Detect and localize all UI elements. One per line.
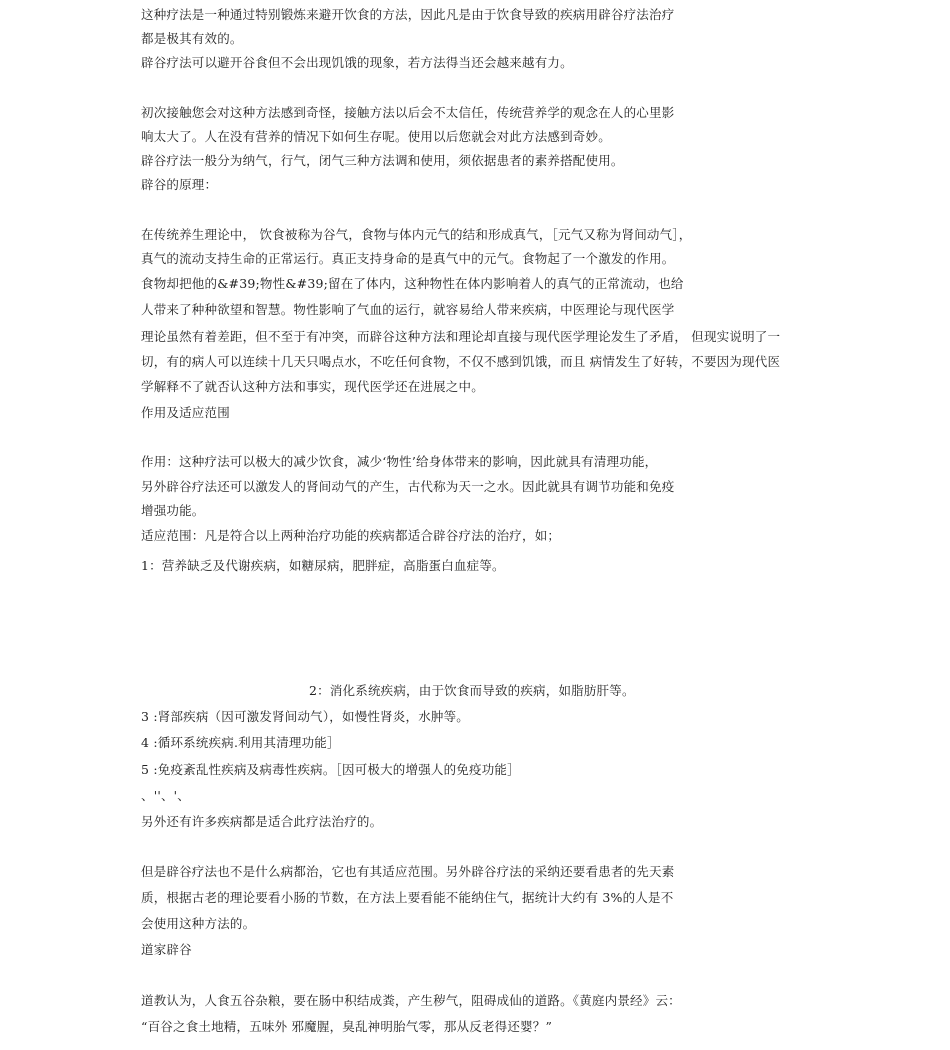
list-item: 2：消化系统疾病，由于饮食而导致的疾病，如脂肪肝等。 bbox=[309, 683, 635, 698]
list-item: 3 :肾部疾病（因可激发肾间动气），如慢性肾炎，水肿等。 bbox=[141, 709, 469, 724]
text-line: 学解释不了就否认这种方法和事实，现代医学还在进展之中。 bbox=[141, 379, 484, 394]
text-line: 辟谷疗法可以避开谷食但不会出现饥饿的现象，若方法得当还会越来越有力。 bbox=[141, 55, 573, 70]
list-item: 4 :循环系统疾病.利用其清理功能］ bbox=[141, 735, 340, 750]
text-line: 另外辟谷疗法还可以激发人的肾间动气的产生，古代称为天一之水。因此就具有调节功能和免疫 bbox=[141, 479, 675, 494]
text-line: 辟谷疗法一般分为纳气，行气，闭气三种方法调和使用，须依据患者的素养搭配使用。 bbox=[141, 153, 624, 168]
text-line: 但是辟谷疗法也不是什么病都治，它也有其适应范围。另外辟谷疗法的采纳还要看患者的先天素 bbox=[141, 864, 675, 879]
text-line: 初次接触您会对这种方法感到奇怪，接触方法以后会不太信任，传统营养学的观念在人的心里影 bbox=[141, 105, 675, 120]
text-line: 道教认为，人食五谷杂粮，要在肠中积结成粪，产生秽气，阻碍成仙的道路。《黄庭内景经》云： bbox=[141, 993, 681, 1008]
text-line: 增强功能。 bbox=[141, 503, 205, 518]
list-item: 5 :免疫紊乱性疾病及病毒性疾病。［因可极大的增强人的免疫功能］ bbox=[141, 762, 520, 777]
text-line: 理论虽然有着差距，但不至于有冲突，而辟谷这种方法和理论却直接与现代医学理论发生了矛盾， 但现实说明了一 bbox=[141, 329, 781, 344]
list-item: 1：营养缺乏及代谢疾病，如糖尿病，肥胖症，高脂蛋白血症等。 bbox=[141, 558, 505, 573]
text-line: “百谷之食土地精，五味外 邪魔腥，臭乱神明胎气零，那从反老得还婴？” bbox=[141, 1019, 553, 1034]
text-line: 切，有的病人可以连续十几天只喝点水，不吃任何食物，不仅不感到饥饿，而且 病情发生了好转，不要因为现代医 bbox=[141, 354, 781, 369]
text-line: 质，根据古老的理论要看小肠的节数，在方法上要看能不能纳住气，据统计大约有 3%的人是不 bbox=[141, 890, 674, 905]
section-heading: 作用及适应范围 bbox=[141, 405, 230, 420]
text-line: 、''、'、 bbox=[141, 788, 191, 803]
text-line: 在传统养生理论中， 饮食被称为谷气，食物与体内元气的结和形成真气，［元气又称为肾间动气］， bbox=[141, 227, 692, 242]
text-line: 会使用这种方法的。 bbox=[141, 916, 256, 931]
text-line: 这种疗法是一种通过特别锻炼来避开饮食的方法，因此凡是由于饮食导致的疾病用辟谷疗法治疗 bbox=[141, 7, 675, 22]
section-heading: 道家辟谷 bbox=[141, 942, 192, 957]
text-line: 另外还有许多疾病都是适合此疗法治疗的。 bbox=[141, 814, 383, 829]
text-line: 响太大了。人在没有营养的情况下如何生存呢。使用以后您就会对此方法感到奇妙。 bbox=[141, 129, 611, 144]
section-heading: 辟谷的原理： bbox=[141, 177, 218, 192]
text-line: 真气的流动支持生命的正常运行。真正支持身命的是真气中的元气。食物起了一个激发的作用。 bbox=[141, 251, 675, 266]
text-line: 都是极其有效的。 bbox=[141, 31, 243, 46]
text-line: 作用：这种疗法可以极大的减少饮食，减少‘物性’给身体带来的影响，因此就具有清理功能， bbox=[141, 454, 658, 469]
text-line: 适应范围：凡是符合以上两种治疗功能的疾病都适合辟谷疗法的治疗，如； bbox=[141, 528, 561, 543]
text-line: 人带来了种种欲望和智慧。物性影响了气血的运行，就容易给人带来疾病，中医理论与现代医学 bbox=[141, 302, 675, 317]
text-line: 食物却把他的&#39;物性&#39;留在了体内，这种物性在体内影响着人的真气的正常流动，也给 bbox=[141, 276, 684, 291]
